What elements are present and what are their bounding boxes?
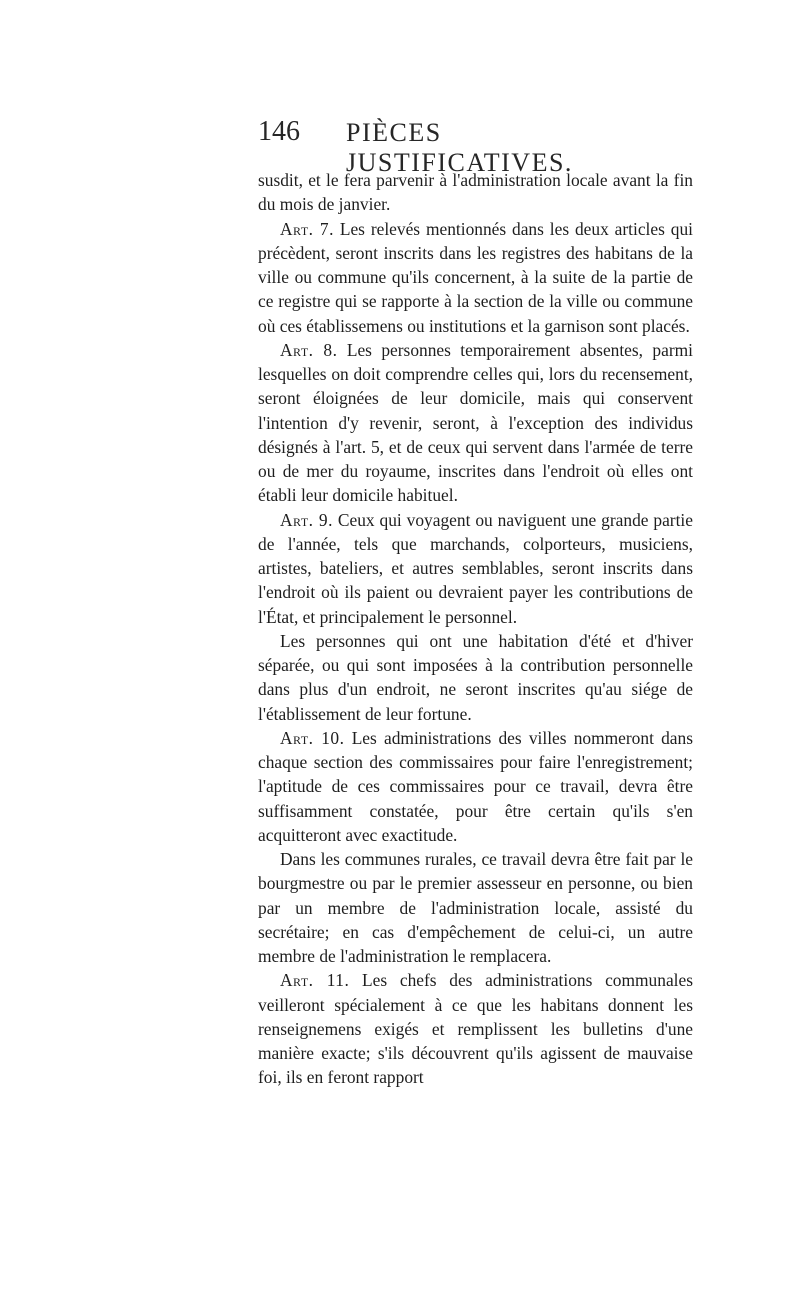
paragraph-text: susdit, et le fera parvenir à l'administration locale avant la fin du mois de janvier.	[258, 170, 693, 215]
article-8	[258, 338, 693, 508]
article-label: Art. 8.	[280, 339, 338, 360]
paragraph-text: Ceux qui voyagent ou naviguent une grande partie de l'année, tels que marchands, colporteurs, musiciens, artistes, bateliers, et autres semblables, seront inscrits dans l'endroit où ils paient ou devraient payer les contributions de l'État, et principalement le personnel.	[258, 509, 693, 627]
paragraph-text: Les chefs des administrations communales veilleront spécialement à ce que les habitans donnent les renseignemens exigés et remplissent les bulletins d'une manière exacte; s'ils découvrent qu'ils agissent de mauvaise foi, ils en feront rapport	[258, 970, 693, 1088]
body-text	[258, 168, 693, 1090]
article-label: Art. 11.	[280, 970, 350, 991]
article-7	[258, 217, 693, 338]
paragraph	[258, 168, 693, 217]
page-header	[258, 116, 658, 177]
page-number: 146	[258, 116, 300, 147]
paragraph	[258, 847, 693, 968]
paragraph-text: Les personnes temporairement absentes, parmi lesquelles on doit comprendre celles qui, lors du recensement, seront éloignées de leur domicile, mais qui conservent l'intention d'y revenir, seront, à l'exception des individus désignés à l'art. 5, et de ceux qui servent dans l'armée de terre ou de mer du royaume, inscrites dans l'endroit où elles ont établi leur domicile habituel.	[258, 339, 693, 506]
article-9	[258, 508, 693, 629]
running-title: PIÈCES JUSTIFICATIVES.	[346, 118, 573, 177]
paragraph-text: Dans les communes rurales, ce travail devra être fait par le bourgmestre ou par le premier assesseur en personne, ou bien par un membre de l'administration locale, assisté du secrétaire; en cas d'empêchement de celui-ci, un autre membre de l'administration le remplacera.	[258, 849, 693, 966]
article-label: Art. 9.	[280, 509, 333, 530]
paragraph-text: Les relevés mentionnés dans les deux articles qui précèdent, seront inscrits dans les registres des habitans de la ville ou commune qu'ils concernent, à la suite de la partie de ce registre qui se rapporte à la section de la ville ou commune où ces établissemens ou institutions et la garnison sont placés.	[258, 218, 693, 336]
article-10	[258, 726, 693, 847]
paragraph-text: Les administrations des villes nommeront dans chaque section des commissaires pour faire l'enregistrement; l'aptitude de ces commissaires pour ce travail, devra être suffisamment constatée, pour être certain qu'ils s'en acquitteront avec exactitude.	[258, 727, 693, 845]
article-11	[258, 968, 693, 1089]
article-label: Art. 10.	[280, 727, 345, 748]
article-label: Art. 7.	[280, 218, 334, 239]
paragraph-text: Les personnes qui ont une habitation d'été et d'hiver séparée, ou qui sont imposées à la contribution personnelle dans plus d'un endroit, ne seront inscrites qu'au siége de l'établissement de leur fortune.	[258, 630, 693, 724]
paragraph	[258, 629, 693, 726]
